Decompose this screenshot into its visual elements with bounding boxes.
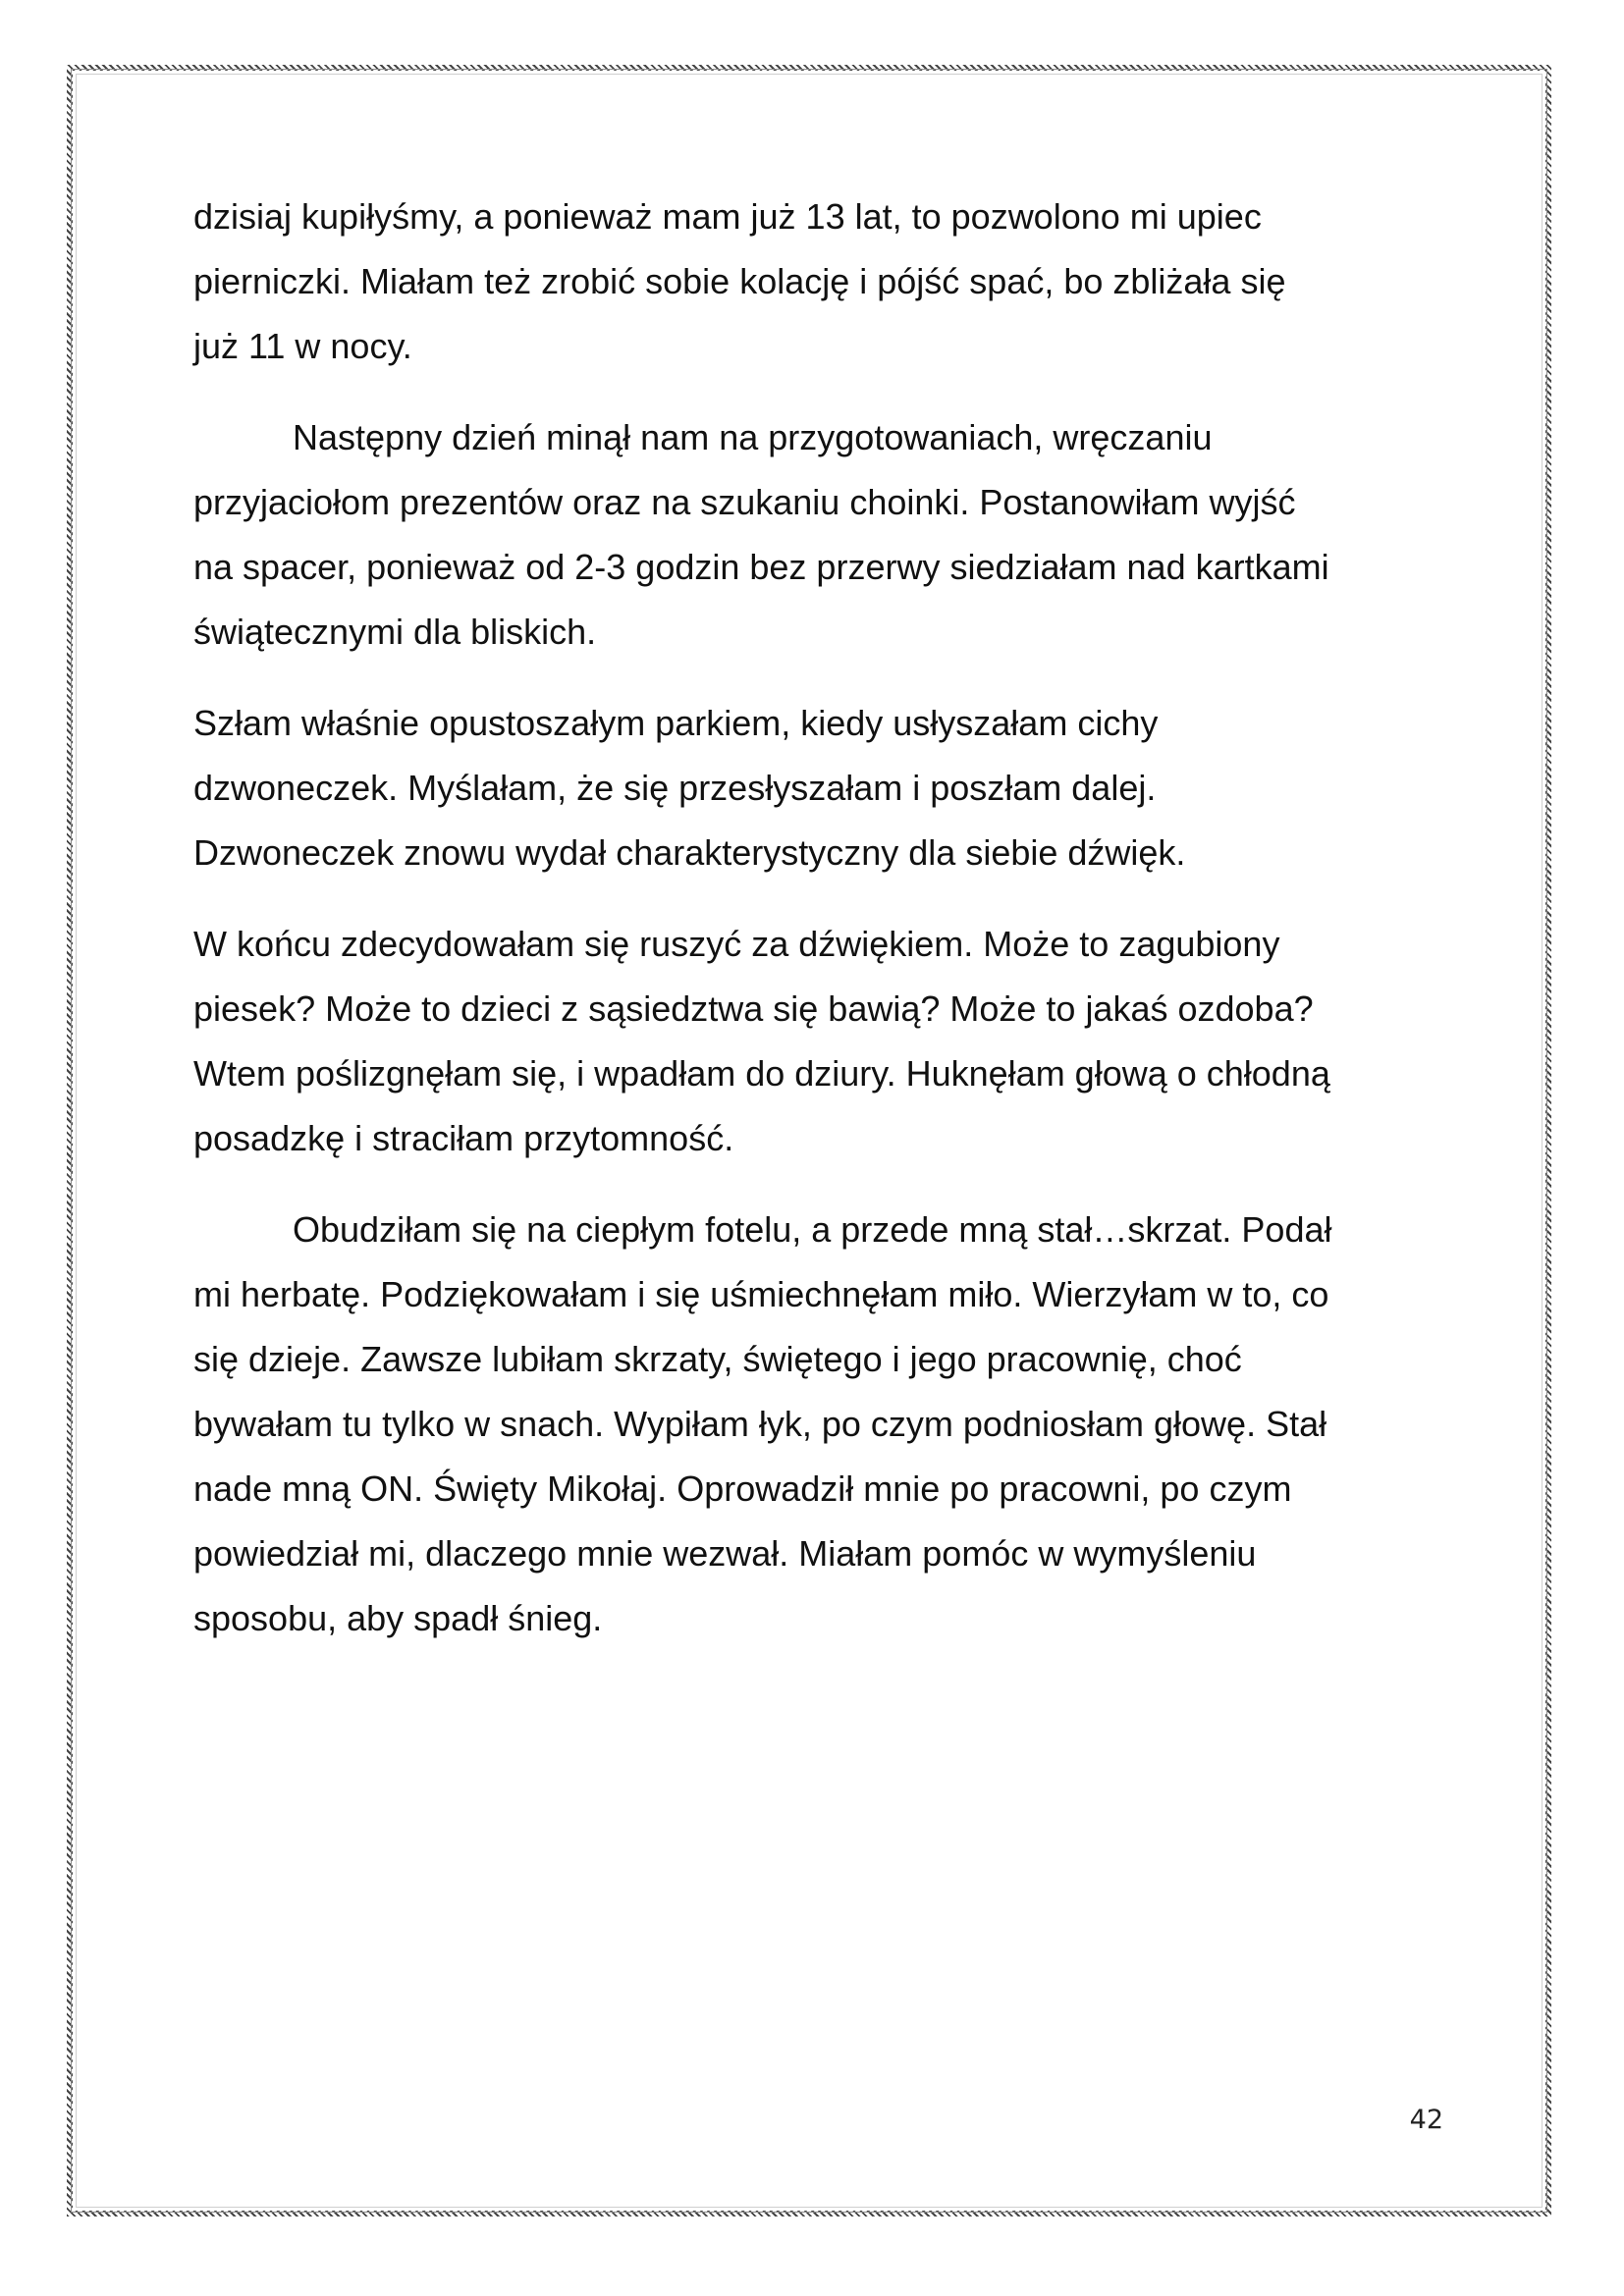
text-line: mi herbatę. Podziękowałam i się uśmiechnęłam miło. Wierzyłam w to, co <box>193 1274 1329 1314</box>
text-line: na spacer, ponieważ od 2-3 godzin bez przerwy siedziałam nad kartkami <box>193 547 1329 587</box>
text-line: świątecznymi dla bliskich. <box>193 612 597 652</box>
text-line: już 11 w nocy. <box>193 326 412 366</box>
text-line: dzisiaj kupiłyśmy, a ponieważ mam już 13 lat, to pozwolono mi upiec <box>193 196 1262 237</box>
text-line: nade mną ON. Święty Mikołaj. Oprowadził mnie po pracowni, po czym <box>193 1468 1292 1509</box>
paragraph <box>193 1198 1440 1651</box>
paragraph <box>193 691 1440 885</box>
text-line: W końcu zdecydowałam się ruszyć za dźwiękiem. Może to zagubiony <box>193 924 1280 964</box>
text-line: pierniczki. Miałam też zrobić sobie kolację i pójść spać, bo zbliżała się <box>193 261 1286 301</box>
text-line: sposobu, aby spadł śnieg. <box>193 1598 603 1638</box>
text-line: Dzwoneczek znowu wydał charakterystyczny dla siebie dźwięk. <box>193 832 1186 873</box>
text-line: bywałam tu tylko w snach. Wypiłam łyk, po czym podniosłam głowę. Stał <box>193 1404 1327 1444</box>
text-line: Obudziłam się na ciepłym fotelu, a przede mną stał…skrzat. Podał <box>293 1209 1332 1250</box>
page-number: 42 <box>1409 2105 1443 2135</box>
paragraph <box>193 185 1440 379</box>
text-line: Wtem poślizgnęłam się, i wpadłam do dziury. Huknęłam głową o chłodną <box>193 1053 1330 1094</box>
paragraph <box>193 912 1440 1171</box>
text-line: Szłam właśnie opustoszałym parkiem, kiedy usłyszałam cichy <box>193 703 1159 743</box>
text-line: przyjaciołom prezentów oraz na szukaniu choinki. Postanowiłam wyjść <box>193 482 1296 522</box>
text-line: Następny dzień minął nam na przygotowaniach, wręczaniu <box>293 417 1213 457</box>
text-line: posadzkę i straciłam przytomność. <box>193 1118 734 1158</box>
text-line: się dzieje. Zawsze lubiłam skrzaty, świętego i jego pracownię, choć <box>193 1339 1242 1379</box>
text-line: powiedział mi, dlaczego mnie wezwał. Miałam pomóc w wymyśleniu <box>193 1533 1257 1574</box>
paragraph <box>193 405 1440 665</box>
story-text <box>193 185 1440 1678</box>
text-line: dzwoneczek. Myślałam, że się przesłyszałam i poszłam dalej. <box>193 768 1157 808</box>
text-line: piesek? Może to dzieci z sąsiedztwa się bawią? Może to jakaś ozdoba? <box>193 988 1314 1029</box>
